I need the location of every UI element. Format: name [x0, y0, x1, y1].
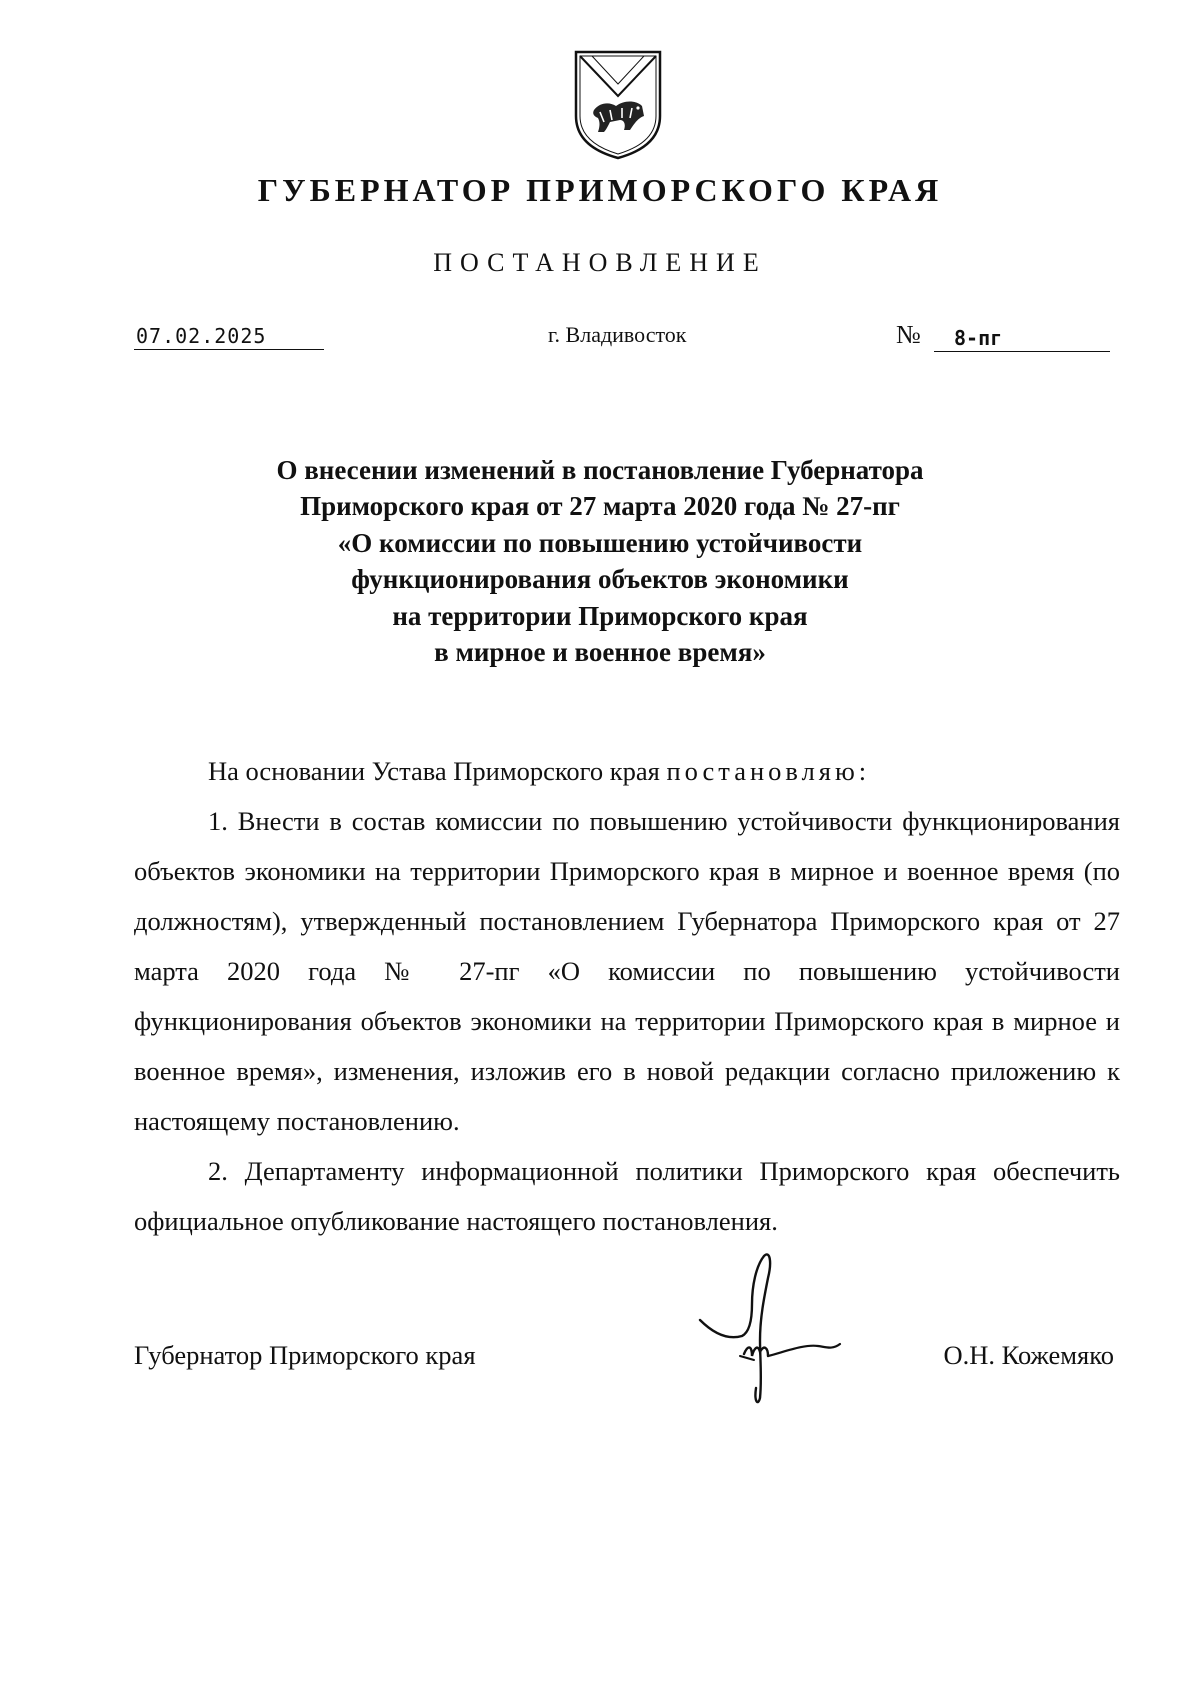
signatory-name: О.Н. Кожемяко — [943, 1340, 1114, 1370]
title-line: в мирное и военное время» — [434, 637, 766, 668]
document-body — [134, 746, 1120, 1246]
document-meta-row — [0, 318, 1200, 358]
document-city: г. Владивосток — [548, 322, 687, 347]
primorsky-coat-of-arms-icon — [570, 46, 666, 162]
item-2-paragraph: 2. Департаменту информационной политики Приморского края обеспечить официальное опубликование настоящего постановления. — [134, 1156, 1120, 1236]
document-type: ПОСТАНОВЛЕНИЕ — [433, 248, 767, 277]
preamble-text: На основании Устава Приморского края — [208, 756, 667, 786]
handwritten-signature-icon — [694, 1248, 854, 1408]
document-date: 07.02.2025 — [134, 324, 324, 350]
document-title — [200, 452, 1000, 671]
number-sign: № — [896, 320, 921, 349]
title-line: на территории Приморского края — [392, 600, 808, 631]
preamble-paragraph — [134, 746, 1120, 796]
decree-word: постановляю — [666, 756, 859, 786]
preamble-colon: : — [858, 756, 867, 786]
signature-row — [0, 1326, 1200, 1386]
authority-heading: ГУБЕРНАТОР ПРИМОРСКОГО КРАЯ — [257, 172, 943, 208]
number-value: 8-пг — [934, 326, 1110, 352]
title-line: Приморского края от 27 марта 2020 года № 27-пг — [300, 491, 900, 522]
title-line: «О комиссии по повышению устойчивости — [337, 527, 863, 558]
title-line: О внесении изменений в постановление Губернатора — [276, 455, 924, 485]
signatory-role: Губернатор Приморского края — [134, 1340, 476, 1370]
item-1-paragraph: 1. Внести в состав комиссии по повышению устойчивости функционирования объектов экономики на территории Приморского края в мирное и военное время (по должностям), утвержденный постановлением Губернатора Приморского края от 27 марта 2020 года № 27-пг «О комиссии по повышению устойчивости функционирования объектов экономики на территории Приморского края в мирное и военное время», изменения, изложив его в новой редакции согласно приложению к настоящему постановлению. — [134, 806, 1120, 1136]
title-line: функционирования объектов экономики — [351, 564, 849, 595]
